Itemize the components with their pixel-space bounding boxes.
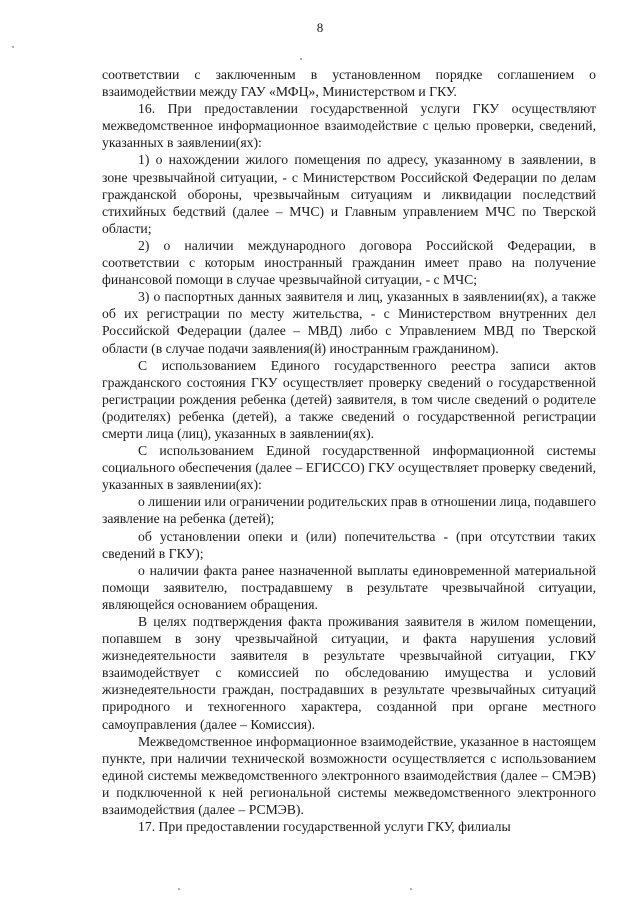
scan-dot-mark [12, 46, 14, 48]
paragraph-continuation: соответствии с заключенным в установленном порядке соглашением о взаимодействии между ГАУ «МФЦ», Министерством и ГКУ. [102, 67, 596, 100]
paragraph-subitem-1: 1) о нахождении жилого помещения по адресу, указанному в заявлении, в зоне чрезвычайной ситуации, - с Министерством Российской Федерации по делам гражданской обороны, чрезвычайным ситуациям и ликвидации последствий стихийных бедствий (далее – МЧС) и Главным управлением МЧС по Тверской области; [102, 152, 596, 236]
paragraph-smev: Межведомственное информационное взаимодействие, указанное в настоящем пункте, при наличии технической возможности осуществляется с использованием единой системы межведомственного электронного взаимодействия (далее – СМЭВ) и подключенной к ней региональной системы межведомственного электронного взаимодействия (далее – РСМЭВ). [102, 733, 596, 818]
paragraph-commission: В целях подтверждения факта проживания заявителя в жилом помещении, попавшем в зону чрезвычайной ситуации, и факта нарушения условий жизнедеятельности заявителя в результате чрезвычайной ситуации, ГКУ взаимодействует с комиссией по обследованию имущества и условий жизнедеятельности граждан, пострадавших в результате чрезвычайных ситуаций природного и техногенного характера, созданной при органе местного самоуправления (далее – Комиссия). [102, 614, 596, 732]
document-body [102, 66, 596, 835]
paragraph-guardianship: об установлении опеки и (или) попечительства - (при отсутствии таких сведений в ГКУ); [102, 528, 596, 561]
paragraph-item-16: 16. При предоставлении государственной услуги ГКУ осуществляют межведомственное информационное взаимодействие с целью проверки, сведений, указанных в заявлении(ях): [102, 101, 596, 151]
paragraph-civil-registry: С использованием Единого государственного реестра записи актов гражданского состояния ГКУ осуществляет проверку сведений о государственной регистрации рождения ребенка (детей) заявителя, в том числе сведений о родителе (родителях) ребенка (детей), а также сведений о государственной регистрации смерти лица (лиц), указанных в заявлении(ях). [102, 357, 596, 441]
paragraph-item-17: 17. При предоставлении государственной услуги ГКУ, филиалы [138, 819, 511, 835]
paragraph-subitem-2: 2) о наличии международного договора Российской Федерации, в соответствии с которым иностранный гражданин имеет право на получение финансовой помощи в случае чрезвычайной ситуации, - с МЧС; [102, 237, 596, 288]
scan-dot-mark [178, 888, 180, 890]
paragraph-egisso: С использованием Единой государственной информационной системы социального обеспечения (далее – ЕГИССО) ГКУ осуществляет проверку сведений, указанных в заявлении(ях): [102, 443, 596, 493]
paragraph-prior-payment: о наличии факта ранее назначенной выплаты единовременной материальной помощи заявителю, пострадавшему в результате чрезвычайной ситуации, являющейся основанием обращения. [102, 562, 596, 612]
scan-dot-mark [300, 58, 302, 60]
paragraph-subitem-3: 3) о паспортных данных заявителя и лиц, указанных в заявлении(ях), а также об их регистрации по месту жительства, - с Министерством внутренних дел Российской Федерации (далее – МВД) либо с Управлением МВД по Тверской области (в случае подачи заявления(й) иностранным гражданином). [102, 289, 596, 356]
paragraph-parental-rights: о лишении или ограничении родительских прав в отношении лица, подавшего заявление на ребенка (детей); [102, 494, 596, 527]
page-number: 8 [316, 20, 324, 35]
scan-dot-mark [410, 888, 412, 890]
